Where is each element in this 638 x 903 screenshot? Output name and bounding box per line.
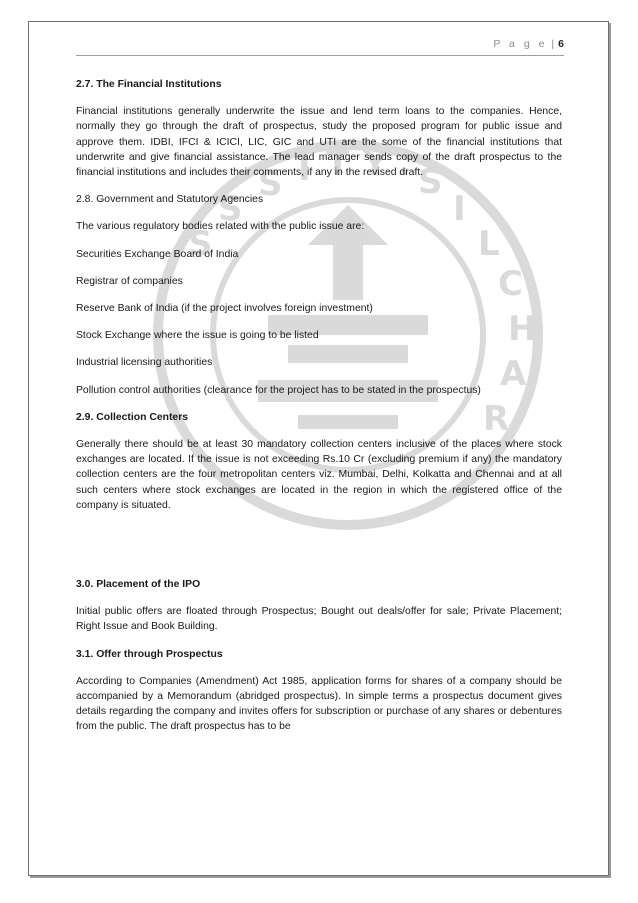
svg-text:·: · — [398, 152, 411, 192]
page-number: 6 — [558, 38, 564, 50]
agency-item: Registrar of companies — [76, 275, 183, 287]
agency-item: Pollution control authorities (clearance for the project has to be stated in the prospectus) — [76, 384, 481, 396]
svg-text:I: I — [298, 149, 311, 189]
page-header — [493, 38, 564, 50]
agency-item: Securities Exchange Board of India — [76, 248, 239, 260]
section-2-9-heading: 2.9. Collection Centers — [76, 411, 189, 423]
page-label: P a g e — [493, 38, 548, 50]
svg-text:A: A — [500, 354, 527, 394]
svg-text:S: S — [188, 224, 213, 264]
agency-item: Stock Exchange where the issue is going to be listed — [76, 330, 319, 342]
svg-text:C: C — [498, 264, 523, 304]
document-body — [76, 77, 562, 735]
section-2-8-heading: 2.8. Government and Statutory Agencies — [76, 194, 264, 206]
section-2-9-body: Generally there should be at least 30 mandatory collection centers inclusive of the places where stock exchanges are located. If the issue is not exceeding Rs.10 Cr (excluding premium if any) the mandatory collection centers are the four metropolitan centers viz. Mumbai, Delhi, Kolkatta and Chennai and at all such centers where stock exchanges are located in the region in which the registered office of the company is situated. — [76, 439, 562, 511]
header-rule — [76, 55, 564, 56]
section-3-1-heading: 3.1. Offer through Prospectus — [76, 648, 223, 660]
svg-text:S: S — [418, 162, 443, 202]
svg-text:S: S — [218, 189, 243, 229]
svg-text:L: L — [478, 224, 500, 264]
svg-text:S: S — [258, 164, 283, 204]
svg-text:R: R — [483, 399, 510, 439]
svg-text:I: I — [453, 189, 466, 229]
agency-item: Reserve Bank of India (if the project involves foreign investment) — [76, 303, 373, 315]
page-separator: | — [551, 38, 555, 50]
agency-item: Industrial licensing authorities — [76, 357, 213, 369]
section-2-8-intro: The various regulatory bodies related with the public issue are: — [76, 221, 365, 233]
svg-text:H: H — [508, 309, 537, 349]
svg-text:T: T — [326, 144, 350, 184]
section-2-7-body: Financial institutions generally underwrite the issue and lend term loans to the companies. Hence, normally they go through the draft of prospectus, study the proposed program for public issue and approve them. IDBI, IFCI & ICICI, LIC, GIC and UTI are the some of the financial institutions that underwrite and give financial assistance. The lead manager sends copy of the draft prospectus to the financial institutions and includes their comments, if any in the revised draft. — [76, 106, 562, 179]
section-3-0-heading: 3.0. Placement of the IPO — [76, 579, 201, 591]
section-3-1-body: According to Companies (Amendment) Act 1985, application forms for shares of a company should be accompanied by a Memorandum (abridged prospectus). In simple terms a prospectus document gives details regarding the company and invites offers for subscription or purchase of any shares or debentures from the public. The draft prospectus has to be — [76, 675, 562, 733]
svg-text:Y: Y — [363, 144, 388, 184]
section-2-7-heading: 2.7. The Financial Institutions — [76, 79, 222, 90]
section-3-0-body: Initial public offers are floated through Prospectus; Bought out deals/offer for sale; Private Placement; Right Issue and Book Building. — [76, 606, 562, 633]
